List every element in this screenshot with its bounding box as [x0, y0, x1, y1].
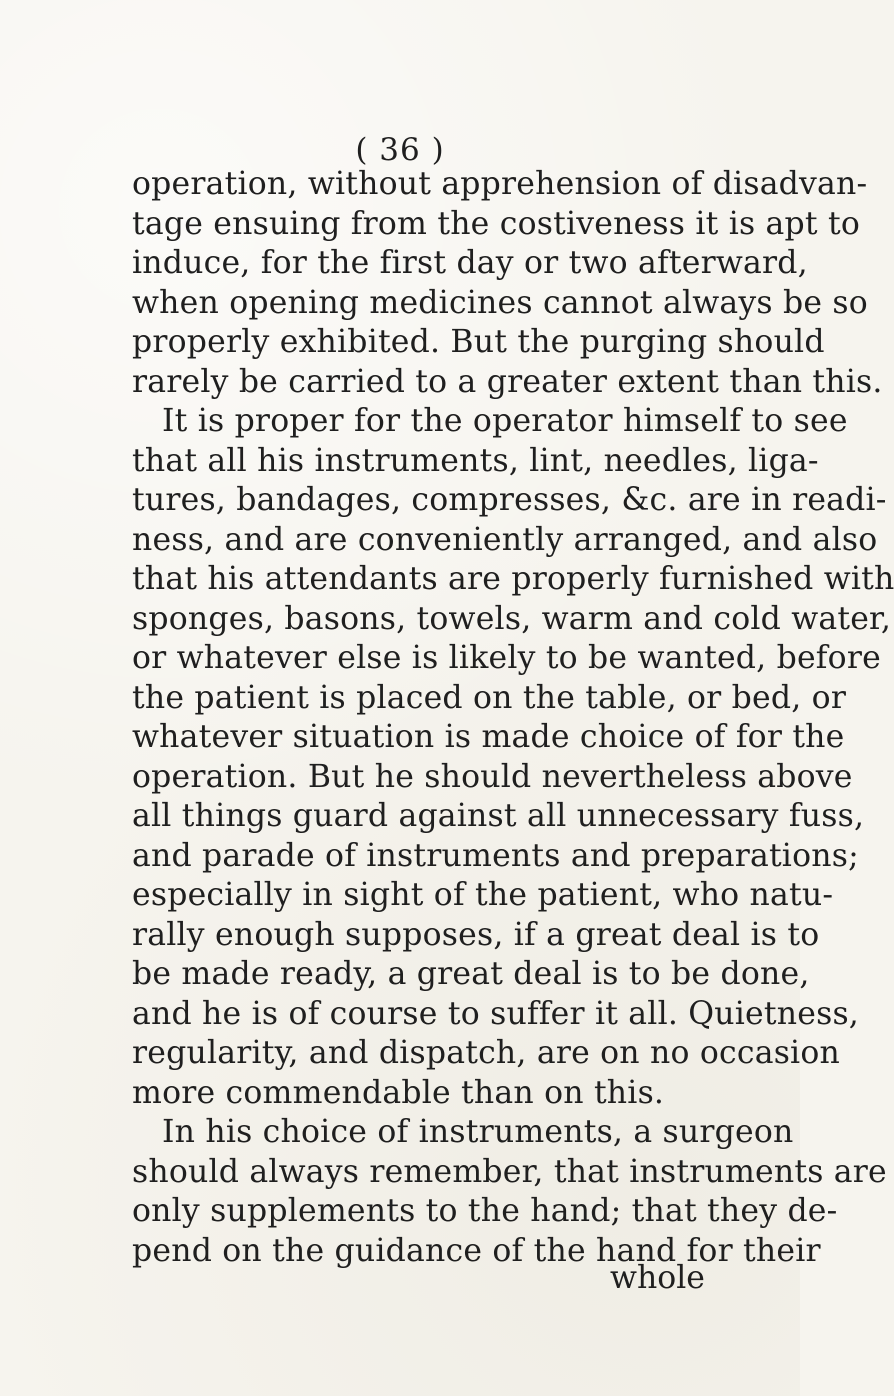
text-line: In his choice of instruments, a surgeon	[162, 1114, 794, 1150]
text-line: that his attendants are properly furnished with	[132, 561, 894, 597]
text-line: pend on the guidance of the hand for their	[132, 1232, 821, 1269]
text-line: whatever situation is made choice of for the	[132, 719, 845, 755]
text-line: rally enough supposes, if a great deal is to	[132, 916, 820, 953]
text-line: properly exhibited. But the purging should	[132, 324, 825, 360]
text-line: and parade of instruments and preparations;	[132, 837, 859, 874]
page-number: ( 36 )	[355, 132, 445, 168]
body-text	[132, 165, 894, 1271]
text-line: only supplements to the hand; that they de-	[132, 1193, 838, 1229]
text-line: and he is of course to suffer it all. Quietness,	[132, 995, 860, 1032]
text-line: ness, and are conveniently arranged, and also	[132, 521, 878, 558]
text-line: tures, bandages, compresses, &c. are in readi-	[132, 482, 887, 518]
text-line: all things guard against all unnecessary fuss,	[132, 798, 865, 834]
text-line: operation, without apprehension of disadvan-	[132, 166, 868, 202]
text-line: rarely be carried to a greater extent than this.	[132, 363, 883, 400]
text-line: more commendable than on this.	[132, 1074, 665, 1111]
text-line: tage ensuing from the costiveness it is apt to	[132, 205, 860, 242]
text-line: operation. But he should nevertheless above	[132, 758, 853, 795]
text-line: regularity, and dispatch, are on no occasion	[132, 1035, 840, 1071]
text-line: or whatever else is likely to be wanted, before	[132, 640, 881, 676]
text-line: that all his instruments, lint, needles, liga-	[132, 442, 819, 479]
text-line: sponges, basons, towels, warm and cold water,	[132, 600, 892, 637]
text-line: especially in sight of the patient, who natu-	[132, 877, 834, 913]
text-line: be made ready, a great deal is to be done,	[132, 956, 810, 992]
catchword: whole	[610, 1260, 705, 1296]
text-line: induce, for the first day or two afterward,	[132, 245, 808, 281]
text-line: It is proper for the operator himself to see	[162, 403, 848, 439]
text-line: should always remember, that instruments are	[132, 1153, 887, 1190]
text-line: when opening medicines cannot always be so	[132, 284, 868, 321]
text-line: the patient is placed on the table, or bed, or	[132, 679, 847, 716]
